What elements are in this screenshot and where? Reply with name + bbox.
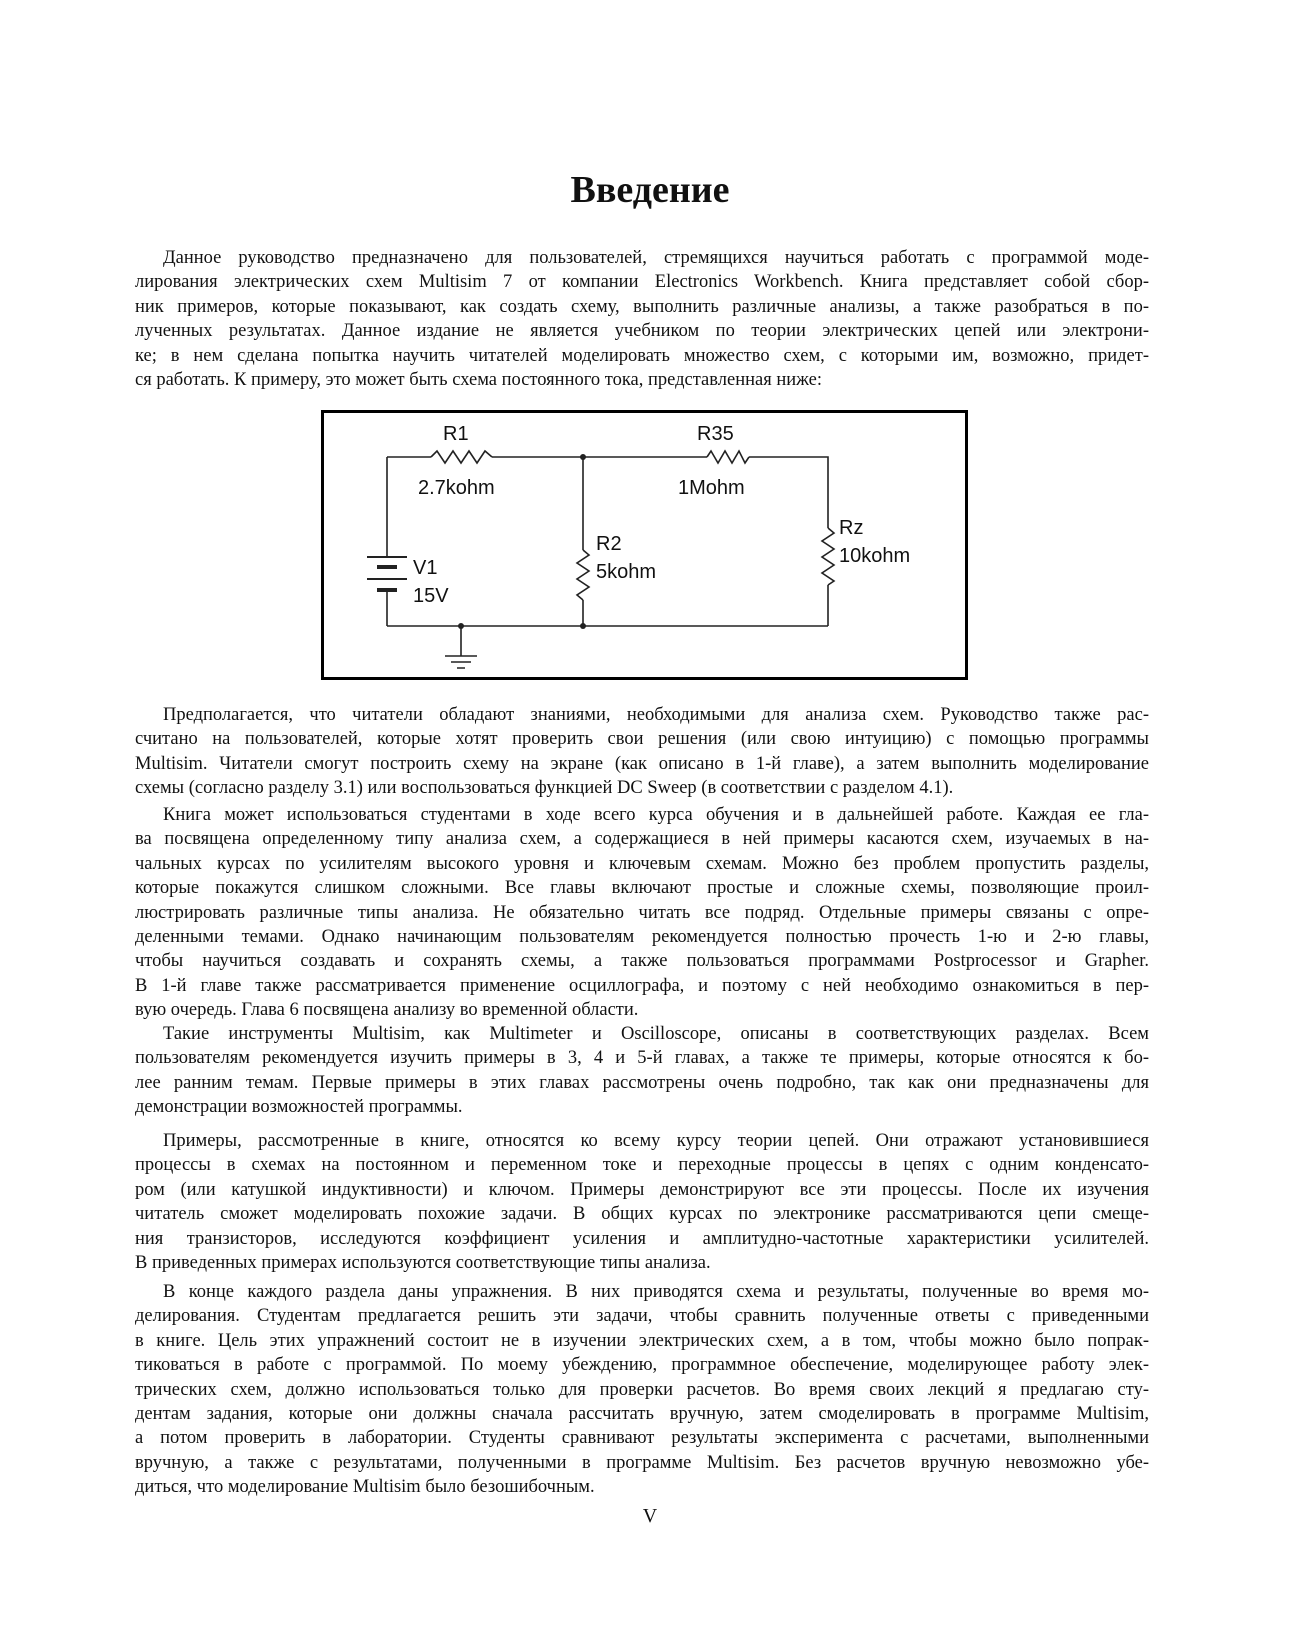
junction-node [580, 454, 586, 460]
text-line: вую очередь. Глава 6 посвящена анализу во временной области. [135, 1000, 639, 1021]
rz-label: Rz [839, 517, 864, 539]
text-line: лее ранним темам. Первые примеры в этих главах рассмотрены очень подробно, так как они предназначены для [135, 1072, 1149, 1093]
text-line: люстрировать различные типы анализа. Не обязательно читать все подряд. Отдельные примеры связаны с опре- [135, 902, 1149, 923]
text-line: ром (или катушкой индуктивности) и ключом. Примеры демонстрируют все эти процессы. После их изучения [135, 1179, 1149, 1200]
text-line: тиковаться в работе с программой. По моему убеждению, программное обеспечение, моделирующее работу элек- [135, 1355, 1149, 1376]
r2-resistor-symbol [577, 550, 589, 600]
r1-resistor-symbol [431, 451, 492, 463]
text-line: процессы в схемах на постоянном и переменном токе и переходные процессы в цепях с одним конденсато- [135, 1155, 1149, 1176]
text-line: Данное руководство предназначено для пользователей, стремящихся научиться работать с программой моде- [163, 248, 1149, 268]
text-line: читатель сможет моделировать похожие задачи. В общих курсах по электронике рассматриваются цепи смеще- [135, 1204, 1149, 1225]
text-line: которые покажутся слишком сложными. Все главы включают простые и сложные схемы, позволяющие проил- [135, 878, 1149, 899]
text-line: чтобы научиться создавать и сохранять схемы, а также пользоваться программами Postprocessor и Grapher. [135, 951, 1149, 972]
rz-value: 10kohm [839, 545, 911, 567]
text-line: В 1-й главе также рассматривается применение осциллографа, и поэтому с ней необходимо ознакомиться в пер- [135, 975, 1149, 996]
ground-symbol [445, 626, 477, 668]
text-line: В приведенных примерах используются соответствующие типы анализа. [135, 1253, 711, 1274]
r2-label: R2 [596, 533, 622, 555]
text-line: лирования электрических схем Multisim 7 от компании Electronics Workbench. Книга представляет собой сбор- [135, 272, 1149, 293]
text-line: Предполагается, что читатели обладают знаниями, необходимыми для анализа схем. Руководство также рас- [163, 705, 1149, 725]
text-line: чальных курсах по усилителям высокого уровня и ключевым схемам. Можно без проблем пропустить разделы, [135, 853, 1149, 874]
text-line: лученных результатах. Данное издание не является учебником по теории электрических цепей или электрони- [135, 321, 1149, 342]
text-line: ке; в нем сделана попытка научить читателей моделировать множество схем, с которыми им, возможно, придет- [135, 345, 1149, 366]
text-line: в книге. Цель этих упражнений состоит не в изучении электрических схем, а в том, чтобы можно было попрак- [135, 1330, 1149, 1351]
r35-label: R35 [697, 423, 734, 445]
paragraph-exercises [135, 1280, 1149, 1500]
text-line: Примеры, рассмотренные в книге, относятся ко всему курсу теории цепей. Они отражают установившиеся [163, 1131, 1149, 1151]
paragraph-book-usage [135, 803, 1149, 1023]
r35-value: 1Mohm [678, 477, 745, 499]
text-line: дентам задания, которые они должны сначала рассчитать вручную, затем смоделировать в программе Multisim, [135, 1404, 1149, 1425]
text-line: ник примеров, которые показывают, как создать схему, выполнить различные анализы, а также разобраться в по- [135, 296, 1149, 317]
text-line: деленными темами. Однако начинающим пользователям рекомендуется полностью прочесть 1-ю и 2-ю главы, [135, 927, 1149, 948]
text-line: трических схем, должно использоваться только для проверки расчетов. Во время своих лекций я предлагаю сту- [135, 1379, 1149, 1400]
text-line: диться, что моделирование Multisim было безошибочным. [135, 1477, 595, 1498]
junction-node [458, 623, 464, 629]
text-line: пользователям рекомендуется изучить примеры в 3, 4 и 5-й главах, а также те примеры, которые относятся к бо- [135, 1048, 1149, 1069]
text-line: делирования. Студентам предлагается решить эти задачи, чтобы сравнить полученные ответы с приведенными [135, 1306, 1149, 1327]
text-line: демонстрации возможностей программы. [135, 1097, 463, 1118]
page-title: Введение [570, 169, 730, 211]
text-line: схемы (согласно разделу 3.1) или воспользоваться функцией DC Sweep (в соответствии с разделом 4.1). [135, 778, 954, 799]
r2-value: 5kohm [596, 561, 657, 583]
r1-value: 2.7kohm [418, 477, 495, 499]
paragraph-instruments [135, 1022, 1149, 1120]
v1-label: V1 [413, 557, 438, 579]
rz-resistor-symbol [822, 528, 834, 585]
text-line: ния транзисторов, исследуются коэффициент усиления и амплитудно-частотные характеристики усилителей. [135, 1228, 1149, 1249]
text-line: ся работать. К примеру, это может быть схема постоянного тока, представленная ниже: [135, 370, 823, 391]
text-line: а потом проверить в лаборатории. Студенты сравнивают результаты эксперимента с расчетами, выполненными [135, 1428, 1149, 1449]
text-line: ва посвящена определенному типу анализа схем, а содержащиеся в ней примеры касаются схем, изучаемых в на- [135, 829, 1149, 850]
paragraph-readers [135, 703, 1149, 801]
v1-value: 15V [413, 585, 449, 607]
text-line: считано на пользователей, которые хотят проверить свои решения (или свою интуицию) с помощью программы [135, 729, 1149, 750]
text-line: вручную, а также с результатами, полученными в программе Multisim. Без расчетов вручную невозможно убе- [135, 1452, 1149, 1473]
paragraph-intro [135, 246, 1149, 392]
text-line: В конце каждого раздела даны упражнения. В них приводятся схема и результаты, полученные во время мо- [163, 1282, 1149, 1302]
battery-symbol [367, 557, 407, 590]
page-number: V [642, 1505, 658, 1527]
text-line: Такие инструменты Multisim, как Multimeter и Oscilloscope, описаны в соответствующих разделах. Всем [163, 1024, 1149, 1044]
r35-resistor-symbol [707, 451, 749, 463]
circuit-diagram [321, 410, 968, 680]
junction-node [580, 623, 586, 629]
text-line: Книга может использоваться студентами в ходе всего курса обучения и в дальнейшей работе. Каждая ее гла- [163, 805, 1149, 825]
r1-label: R1 [443, 423, 469, 445]
paragraph-examples [135, 1129, 1149, 1275]
text-line: Multisim. Читатели смогут построить схему на экране (как описано в 1-й главе), а затем выполнить моделирование [135, 753, 1149, 774]
